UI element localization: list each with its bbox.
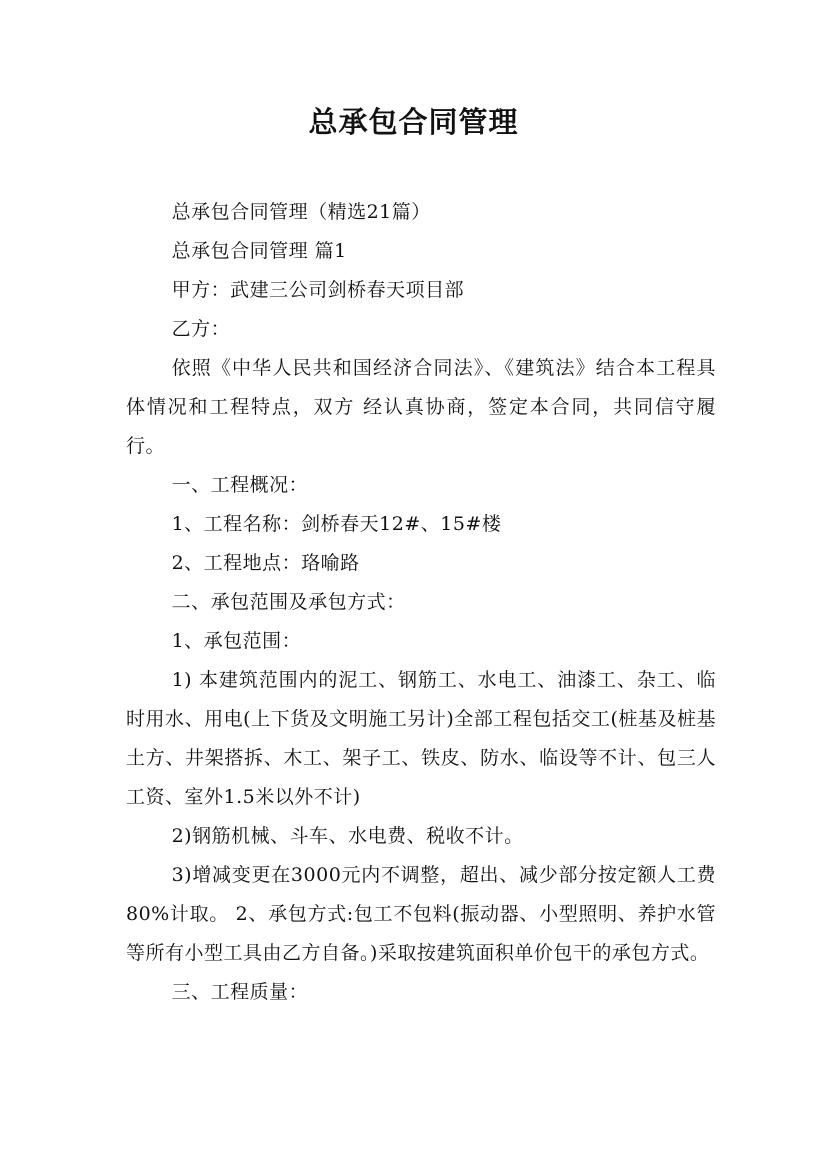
document-title: 总承包合同管理 <box>308 105 519 139</box>
paragraph-section-heading: 总承包合同管理 篇1 <box>171 240 347 262</box>
paragraph-scope-item-3: 3)增减变更在3000元内不调整，超出、减少部分按定额人工费80%计取。 2、承包方式:包工不包料(振动器、小型照明、养护水管等所有小型工具由乙方自备。)采取按建筑面积单价包干的承包方式。 <box>126 864 716 964</box>
paragraph-party-b: 乙方： <box>171 318 231 340</box>
paragraph-subtitle: 总承包合同管理（精选21篇） <box>171 201 431 223</box>
paragraph-scope-title: 1、承包范围： <box>171 630 302 652</box>
paragraph-project-name: 1、工程名称：剑桥春天12#、15#楼 <box>171 513 502 535</box>
paragraph-scope-item-2: 2)钢筋机械、斗车、水电费、税收不计。 <box>171 825 524 847</box>
paragraph-party-a: 甲方：武建三公司剑桥春天项目部 <box>171 279 465 301</box>
document-body <box>126 193 716 1012</box>
paragraph-scope-item-1: 1) 本建筑范围内的泥工、钢筋工、水电工、油漆工、杂工、临时用水、用电(上下货及文明施工另计)全部工程包括交工(桩基及桩基土方、井架搭拆、木工、架子工、铁皮、防水、临设等不计、包三人工资、室外1.5米以外不计) <box>126 669 716 808</box>
paragraph-heading-quality: 三、工程质量： <box>171 981 309 1003</box>
paragraph-heading-scope: 二、承包范围及承包方式： <box>171 591 406 613</box>
paragraph-preamble: 依照《中华人民共和国经济合同法》、《建筑法》结合本工程具体情况和工程特点，双方 经认真协商，签定本合同，共同信守履行。 <box>126 357 716 457</box>
paragraph-project-location: 2、工程地点：珞喻路 <box>171 552 360 574</box>
paragraph-heading-overview: 一、工程概况： <box>171 474 309 496</box>
